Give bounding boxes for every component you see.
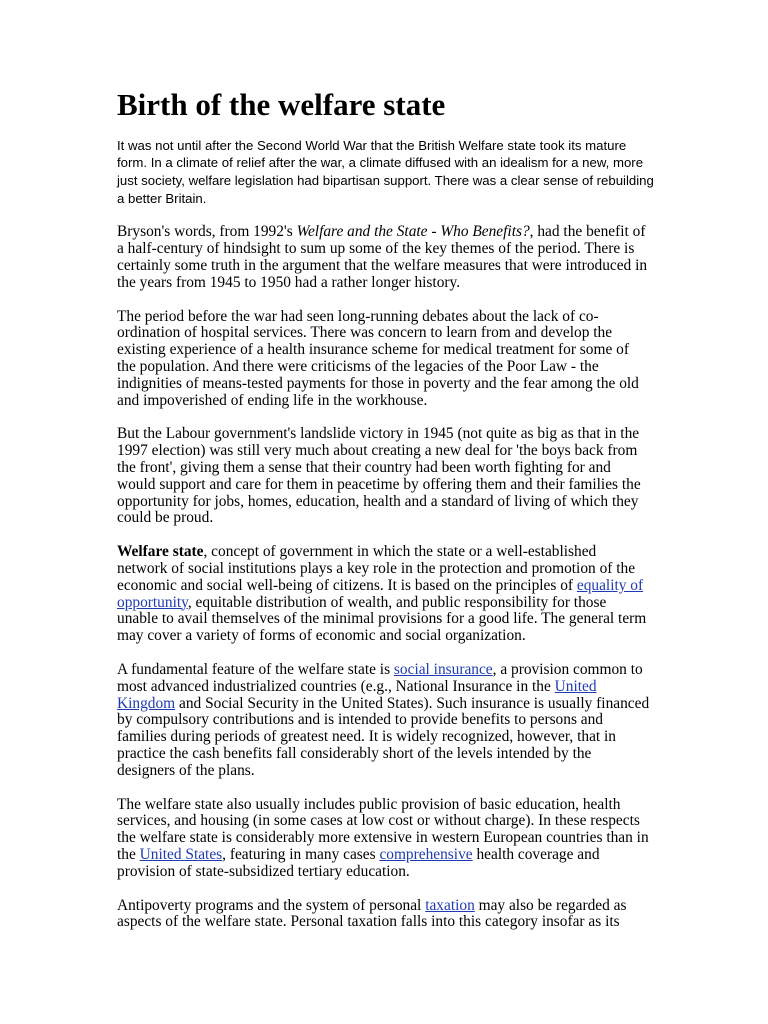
- paragraph: [117, 426, 649, 527]
- text-span: , featuring in many cases: [222, 846, 380, 864]
- text-line: [117, 544, 649, 561]
- text-span: and impoverished of ending life in the workhouse.: [117, 391, 428, 409]
- text-line: [117, 797, 649, 814]
- text-line: [117, 628, 649, 645]
- text-line: [117, 696, 649, 713]
- paragraph: [117, 309, 649, 410]
- text-line: [117, 309, 649, 326]
- text-line: [117, 847, 649, 864]
- text-span: the: [117, 846, 140, 864]
- text-span: health coverage and: [472, 846, 600, 864]
- cited-title: Welfare and the State - Who Benefits?: [296, 223, 530, 241]
- link-kingdom[interactable]: Kingdom: [117, 694, 176, 712]
- text-span: indignities of means-tested payments for those in poverty and the fear among the old: [117, 374, 639, 392]
- text-span: provision of state-subsidized tertiary education.: [117, 862, 410, 880]
- text-span: ordination of hospital services. There was concern to learn from and develop the: [117, 324, 613, 342]
- text-span: would support and care for them in peacetime by offering them and their families the: [117, 475, 641, 493]
- text-span: Bryson's words, from 1992's: [117, 223, 297, 241]
- text-line: [117, 510, 649, 527]
- text-line: [117, 224, 649, 241]
- text-line: [117, 746, 649, 763]
- text-line: [117, 561, 649, 578]
- text-line: [117, 864, 649, 881]
- text-line: [117, 359, 649, 376]
- text-span: But the Labour government's landslide victory in 1945 (not quite as big as that in the: [117, 425, 640, 443]
- text-span: the years from 1945 to 1950 had a rather longer history.: [117, 273, 461, 291]
- link-comprehensive[interactable]: comprehensive: [379, 846, 473, 864]
- text-line: [117, 611, 649, 628]
- text-line: [117, 712, 649, 729]
- term-heading: Welfare state: [117, 543, 204, 561]
- text-span: , concept of government in which the state or a well-established: [203, 543, 597, 561]
- text-line: [117, 376, 649, 393]
- intro-line: form. In a climate of relief after the war, a climate diffused with an idealism for a new, more: [117, 155, 644, 171]
- text-line: [117, 729, 649, 746]
- text-line: [117, 494, 649, 511]
- text-span: certainly some truth in the argument that the welfare measures that were introduced in: [117, 257, 648, 275]
- text-line: [117, 662, 649, 679]
- text-line: [117, 830, 649, 847]
- text-span: may also be regarded as: [474, 896, 627, 914]
- text-span: 1997 election) was still very much about creating a new deal for 'the boys back from: [117, 442, 638, 460]
- paragraph: [117, 797, 649, 881]
- text-line: [117, 914, 649, 931]
- intro-line: a better Britain.: [117, 190, 207, 206]
- text-line: [117, 443, 649, 460]
- link-taxation[interactable]: taxation: [425, 896, 475, 914]
- text-span: the welfare state is considerably more extensive in western European countries than in: [117, 829, 649, 847]
- link-equality-of[interactable]: equality of: [576, 576, 644, 594]
- paragraph: [117, 898, 649, 932]
- text-span: the front', giving them a sense that their country had been worth fighting for and: [117, 458, 611, 476]
- document-body: [117, 224, 649, 948]
- text-span: Antipoverty programs and the system of personal: [117, 896, 426, 914]
- link-united-states[interactable]: United States: [139, 846, 223, 864]
- text-span: may cover a variety of forms of economic and social organization.: [117, 627, 526, 645]
- intro-paragraph: [117, 137, 654, 208]
- link-opportunity[interactable]: opportunity: [117, 593, 188, 611]
- text-line: [117, 898, 649, 915]
- text-line: [117, 679, 649, 696]
- text-span: , equitable distribution of wealth, and public responsibility for those: [187, 593, 607, 611]
- text-line: [117, 578, 649, 595]
- text-span: , had the benefit of: [529, 223, 646, 241]
- text-span: could be proud.: [117, 509, 214, 527]
- intro-line: just society, welfare legislation had bipartisan support. There was a clear sense of rebuilding: [117, 172, 654, 188]
- text-span: by compulsory contributions and is intended to provide benefits to persons and: [117, 711, 604, 729]
- text-span: practice the cash benefits fall considerably short of the levels intended by the: [117, 745, 592, 763]
- text-line: [117, 477, 649, 494]
- paragraph: [117, 224, 649, 291]
- text-line: [117, 763, 649, 780]
- text-span: designers of the plans.: [117, 761, 255, 779]
- text-line: [117, 393, 649, 410]
- text-line: [117, 342, 649, 359]
- intro-line: It was not until after the Second World War that the British Welfare state took its mature: [117, 137, 627, 153]
- text-span: unable to avail themselves of the minimal provisions for a good life. The general term: [117, 610, 647, 628]
- text-span: a half-century of hindsight to sum up some of the key themes of the period. There is: [117, 240, 635, 258]
- text-span: and Social Security in the United States). Such insurance is usually financed: [175, 694, 650, 712]
- text-line: [117, 325, 649, 342]
- text-line: [117, 275, 649, 292]
- text-span: families during periods of greatest need. It is widely recognized, however, that in: [117, 728, 616, 746]
- link-social-insurance[interactable]: social insurance: [393, 660, 493, 678]
- link-united[interactable]: United: [554, 677, 597, 695]
- text-line: [117, 595, 649, 612]
- text-span: , a provision common to: [492, 660, 643, 678]
- text-span: The period before the war had seen long-running debates about the lack of co-: [117, 307, 599, 325]
- text-line: [117, 258, 649, 275]
- text-line: [117, 426, 649, 443]
- text-span: aspects of the welfare state. Personal taxation falls into this category insofar as its: [117, 913, 620, 931]
- text-span: the population. And there were criticisms of the legacies of the Poor Law - the: [117, 358, 599, 376]
- text-span: economic and social well-being of citizens. It is based on the principles of: [117, 576, 577, 594]
- text-line: [117, 813, 649, 830]
- text-span: network of social institutions plays a key role in the protection and promotion of the: [117, 559, 636, 577]
- text-span: The welfare state also usually includes public provision of basic education, health: [117, 795, 621, 813]
- text-span: A fundamental feature of the welfare state is: [117, 660, 394, 678]
- text-line: [117, 241, 649, 258]
- page-title: Birth of the welfare state: [117, 87, 446, 122]
- text-span: services, and housing (in some cases at low cost or without charge). In these respects: [117, 812, 640, 830]
- paragraph: [117, 662, 649, 780]
- text-span: most advanced industrialized countries (e.g., National Insurance in the: [117, 677, 555, 695]
- text-span: opportunity for jobs, homes, education, health and a standard of living of which they: [117, 492, 639, 510]
- text-span: existing experience of a health insurance scheme for medical treatment for some of: [117, 341, 629, 359]
- paragraph: [117, 544, 649, 645]
- text-line: [117, 460, 649, 477]
